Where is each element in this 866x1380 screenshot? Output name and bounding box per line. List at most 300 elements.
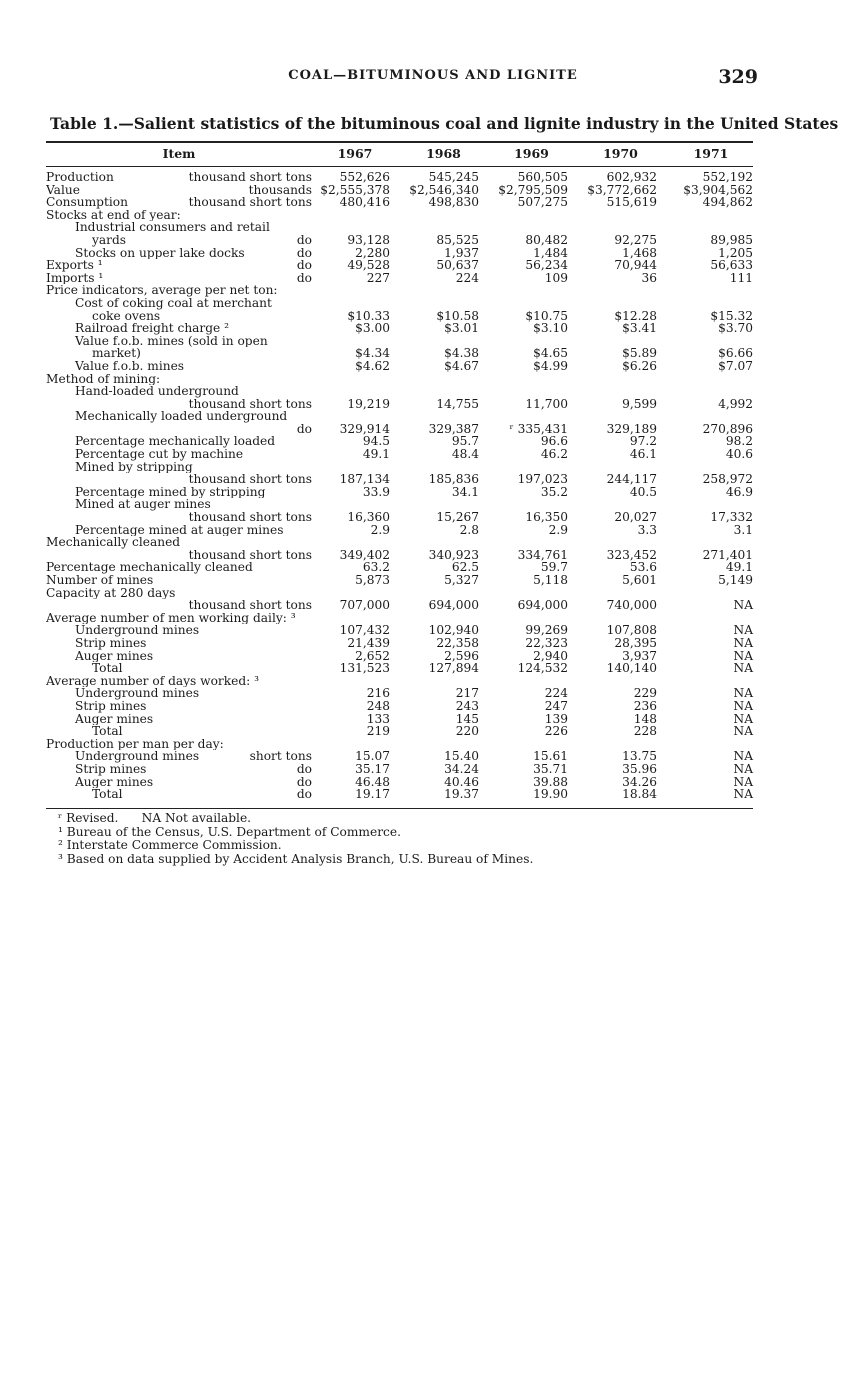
cell-1970: 323,452 <box>606 547 657 562</box>
row-unit: do <box>296 259 312 272</box>
row-label <box>46 398 312 411</box>
cell-1970: 13.75 <box>622 749 657 764</box>
cell-1970: 9,599 <box>622 396 657 411</box>
row-label-text: Method of mining: <box>46 372 161 386</box>
cell-1970: 1,468 <box>622 245 657 260</box>
table-row <box>0 662 866 675</box>
row-unit: do <box>296 233 312 247</box>
cell-1967: 131,523 <box>339 661 390 676</box>
row-label-text: Consumption <box>46 196 128 209</box>
cell-1969: $2,795,509 <box>498 182 568 197</box>
row-label <box>46 687 312 700</box>
header-bottom-rule <box>46 166 753 167</box>
cell-1970: 70,944 <box>614 258 657 273</box>
table-row <box>0 637 866 650</box>
row-label-text: Value <box>46 183 80 197</box>
row-label-text: Strip mines <box>75 762 147 776</box>
cell-1967: 16,360 <box>347 510 390 525</box>
row-label <box>46 196 312 209</box>
row-label <box>46 536 312 549</box>
cell-1970: 97.2 <box>629 434 657 449</box>
cell-1969: 19.90 <box>533 787 568 802</box>
cell-1970: $6.26 <box>622 358 657 373</box>
row-label <box>46 624 312 637</box>
cell-1967: 49.1 <box>362 447 390 462</box>
row-label-text: Imports ¹ <box>46 271 104 285</box>
cell-1971: NA <box>733 686 753 701</box>
row-label <box>46 612 312 625</box>
cell-1968: 19.37 <box>444 787 479 802</box>
row-label <box>46 725 312 738</box>
row-label <box>46 587 312 600</box>
row-label <box>46 662 312 675</box>
row-label <box>46 272 312 285</box>
cell-1967: 480,416 <box>339 195 390 210</box>
footnote-3: ³ Based on data supplied by Accident Analysis Branch, U.S. Bureau of Mines. <box>58 851 534 866</box>
cell-1971: 271,401 <box>702 547 753 562</box>
cell-1968: 2,596 <box>444 648 479 663</box>
row-unit: do <box>296 271 312 285</box>
row-label-text: Auger mines <box>75 775 154 789</box>
cell-1968: 15.40 <box>444 749 479 764</box>
cell-1968: 22,358 <box>436 635 479 650</box>
cell-1967: 5,873 <box>355 573 390 587</box>
cell-1970: 148 <box>633 711 657 726</box>
cell-1970: 46.1 <box>629 447 657 462</box>
cell-1969: 1,484 <box>533 245 568 260</box>
cell-1969: 16,350 <box>525 510 568 525</box>
cell-1969: 560,505 <box>517 170 568 184</box>
cell-1970: 34.26 <box>622 774 657 789</box>
cell-1971: NA <box>733 661 753 676</box>
row-label-text: Hand-loaded underground <box>75 385 239 398</box>
row-label <box>46 486 312 499</box>
cell-1971: 258,972 <box>702 472 753 487</box>
footnote-revised: ʳ Revised. NA Not available. <box>58 811 252 825</box>
cell-1967: 15.07 <box>355 749 390 764</box>
row-label-text: Exports ¹ <box>46 259 103 272</box>
cell-1968: 2.8 <box>459 522 479 537</box>
cell-1969: 507,275 <box>517 195 568 210</box>
table-top-rule <box>46 141 753 143</box>
cell-1970: 5,601 <box>622 573 657 587</box>
cell-1970: 28,395 <box>614 635 657 650</box>
cell-1967: 35.17 <box>355 761 390 776</box>
row-label <box>46 763 312 776</box>
cell-1967: $4.62 <box>355 358 390 373</box>
row-label <box>46 524 312 537</box>
row-label-text: Percentage cut by machine <box>75 448 244 461</box>
cell-1968: 185,836 <box>428 472 479 487</box>
row-unit: do <box>296 246 312 260</box>
table-row <box>0 536 866 549</box>
cell-1968: $4.38 <box>444 346 479 361</box>
cell-1968: 1,937 <box>444 245 479 260</box>
cell-1969: 247 <box>544 698 568 713</box>
cell-1968: 127,894 <box>428 661 479 676</box>
row-label <box>46 776 312 789</box>
table-row <box>0 209 866 222</box>
cell-1971: NA <box>733 648 753 663</box>
cell-1971: 5,149 <box>718 573 753 587</box>
row-unit: thousands <box>248 183 312 197</box>
row-label-text: Stocks at end of year: <box>46 208 181 222</box>
row-unit: thousand short tons <box>188 171 312 184</box>
cell-1970: 92,275 <box>614 232 657 247</box>
cell-1968: 85,525 <box>436 232 479 247</box>
cell-1971: NA <box>733 774 753 789</box>
cell-1970: 18.84 <box>622 787 657 802</box>
table-title: Table 1.—Salient statistics of the bituminous coal and lignite industry in the United States <box>50 114 839 133</box>
cell-1971: 46.9 <box>725 484 753 499</box>
cell-1970: 515,619 <box>606 195 657 210</box>
column-header-item: Item <box>162 146 196 161</box>
table-row <box>0 599 866 612</box>
cell-1970: 140,140 <box>606 661 657 676</box>
cell-1971: 89,985 <box>710 232 753 247</box>
cell-1969: 224 <box>544 686 568 701</box>
table-row <box>0 524 866 537</box>
cell-1969: 96.6 <box>540 434 568 449</box>
cell-1971: 98.2 <box>725 434 753 449</box>
table-row <box>0 788 866 801</box>
column-header-1967: 1967 <box>337 146 373 161</box>
cell-1970: 36 <box>641 270 657 285</box>
cell-1970: 236 <box>633 698 657 713</box>
cell-1967: 46.48 <box>355 774 390 789</box>
cell-1969: $10.75 <box>525 308 568 323</box>
row-label <box>46 410 312 423</box>
cell-1967: 19.17 <box>355 787 390 802</box>
cell-1968: $4.67 <box>444 358 479 373</box>
row-label-text: Stocks on upper lake docks <box>75 246 245 260</box>
cell-1968: 34.1 <box>451 484 479 499</box>
cell-1969: 197,023 <box>517 472 568 487</box>
cell-1968: $3.01 <box>444 321 479 336</box>
row-label <box>46 561 312 574</box>
row-label <box>46 637 312 650</box>
cell-1968: 340,923 <box>428 547 479 562</box>
cell-1969: 15.61 <box>533 749 568 764</box>
cell-1970: 3.3 <box>637 522 657 537</box>
cell-1967: 2.9 <box>370 522 390 537</box>
cell-1970: $5.89 <box>622 346 657 361</box>
row-unit: thousand short tons <box>188 196 312 209</box>
cell-1971: NA <box>733 598 753 613</box>
cell-1971: $3.70 <box>718 321 753 336</box>
table-row <box>0 448 866 461</box>
cell-1968: 48.4 <box>451 447 479 462</box>
cell-1969: 99,269 <box>525 623 568 638</box>
page-number: 329 <box>718 66 758 88</box>
running-head: COAL—BITUMINOUS AND LIGNITE <box>288 68 578 83</box>
table-row <box>0 398 866 411</box>
cell-1969: 226 <box>544 724 568 739</box>
table-row <box>0 511 866 524</box>
row-label <box>46 385 312 398</box>
row-label-text: Production per man per day: <box>46 737 224 751</box>
row-label-text: Strip mines <box>75 699 147 713</box>
table-row <box>0 322 866 335</box>
table-row <box>0 171 866 184</box>
cell-1967: 19,219 <box>347 396 390 411</box>
cell-1970: 107,808 <box>606 623 657 638</box>
cell-1967: 707,000 <box>339 598 390 613</box>
cell-1969: $4.99 <box>533 358 568 373</box>
row-label-text: Auger mines <box>75 649 154 663</box>
cell-1967: 63.2 <box>362 560 390 575</box>
table-row <box>0 196 866 209</box>
cell-1971: 270,896 <box>702 421 753 436</box>
cell-1969: 35.71 <box>533 761 568 776</box>
cell-1967: 329,914 <box>339 421 390 436</box>
row-label-text: Price indicators, average per net ton: <box>46 284 278 297</box>
row-label-text: Percentage mechanically cleaned <box>46 561 253 574</box>
cell-1970: 229 <box>633 686 657 701</box>
cell-1971: 56,633 <box>710 258 753 273</box>
cell-1969: 59.7 <box>540 560 568 575</box>
cell-1968: 14,755 <box>436 396 479 411</box>
cell-1969: 35.2 <box>540 484 568 499</box>
row-label <box>46 713 312 726</box>
row-label <box>46 209 312 222</box>
row-label-text: Total <box>92 788 123 801</box>
table-row <box>0 297 866 310</box>
table-row <box>0 234 866 247</box>
row-label-text: Number of mines <box>46 574 154 587</box>
row-label <box>46 310 312 323</box>
table-row <box>0 763 866 776</box>
row-label <box>46 221 312 234</box>
row-label <box>46 750 312 763</box>
cell-1967: 349,402 <box>339 547 390 562</box>
cell-1968: 545,245 <box>428 170 479 184</box>
row-label-text: Underground mines <box>75 750 200 763</box>
cell-1969: 11,700 <box>525 396 568 411</box>
cell-1968: 5,327 <box>444 573 479 587</box>
cell-1968: 694,000 <box>428 598 479 613</box>
row-unit: do <box>296 775 312 789</box>
row-label <box>46 184 312 197</box>
cell-1967: 2,280 <box>355 245 390 260</box>
cell-1968: 220 <box>455 724 479 739</box>
table-row <box>0 473 866 486</box>
cell-1970: 3,937 <box>622 648 657 663</box>
cell-1971: $7.07 <box>718 358 753 373</box>
cell-1971: NA <box>733 761 753 776</box>
row-label-text: Average number of days worked: ³ <box>46 674 260 688</box>
row-label <box>46 297 312 310</box>
table-row <box>0 574 866 587</box>
row-label-text: Industrial consumers and retail <box>75 221 270 234</box>
row-label-text: Value f.o.b. mines <box>75 359 185 373</box>
row-label-text: Total <box>92 725 123 738</box>
cell-1969: 39.88 <box>533 774 568 789</box>
row-unit: thousand short tons <box>188 473 312 486</box>
row-label-text: coke ovens <box>92 309 161 323</box>
row-label <box>46 599 312 612</box>
cell-1967: $10.33 <box>347 308 390 323</box>
cell-1971: NA <box>733 787 753 802</box>
cell-1970: 20,027 <box>614 510 657 525</box>
cell-1969: $4.65 <box>533 346 568 361</box>
table-row <box>0 373 866 386</box>
row-label-text: Underground mines <box>75 624 200 637</box>
cell-1969: 5,118 <box>533 573 568 587</box>
cell-1971: 552,192 <box>702 170 753 184</box>
row-label <box>46 347 312 360</box>
cell-1971: 3.1 <box>733 522 753 537</box>
row-label <box>46 284 312 297</box>
cell-1969: 334,761 <box>517 547 568 562</box>
row-label-text: Strip mines <box>75 636 147 650</box>
row-label <box>46 473 312 486</box>
cell-1970: $12.28 <box>614 308 657 323</box>
cell-1968: 102,940 <box>428 623 479 638</box>
cell-1970: $3.41 <box>622 321 657 336</box>
table-bottom-rule <box>46 808 753 809</box>
row-label <box>46 259 312 272</box>
table-body <box>0 171 866 801</box>
column-header-1968: 1968 <box>426 146 461 161</box>
cell-1970: 228 <box>633 724 657 739</box>
cell-1967: $3.00 <box>355 321 390 336</box>
cell-1969: 2.9 <box>548 522 568 537</box>
cell-1971: 17,332 <box>710 510 753 525</box>
cell-1967: 107,432 <box>339 623 390 638</box>
cell-1967: 2,652 <box>355 648 390 663</box>
row-label-text: Capacity at 280 days <box>46 586 176 600</box>
row-label-text: Auger mines <box>75 712 154 726</box>
row-label-text: Percentage mined at auger mines <box>75 523 284 537</box>
cell-1968: $2,546,340 <box>409 182 479 197</box>
table-row <box>0 360 866 373</box>
footnote-1: ¹ Bureau of the Census, U.S. Department of Commerce. <box>58 824 401 839</box>
row-label <box>46 360 312 373</box>
cell-1971: NA <box>733 749 753 764</box>
cell-1971: NA <box>733 698 753 713</box>
cell-1967: 33.9 <box>362 484 390 499</box>
row-label-text: Underground mines <box>75 687 200 700</box>
cell-1968: 145 <box>455 711 479 726</box>
cell-1967: 93,128 <box>347 232 390 247</box>
row-label <box>46 423 312 436</box>
column-header-1971: 1971 <box>693 146 729 161</box>
cell-1971: 49.1 <box>725 560 753 575</box>
cell-1968: 224 <box>455 270 479 285</box>
cell-1970: 329,189 <box>606 421 657 436</box>
row-label <box>46 700 312 713</box>
row-label <box>46 498 312 511</box>
table-row <box>0 486 866 499</box>
row-label-text: Production <box>46 171 114 184</box>
table-row <box>0 259 866 272</box>
cell-1968: 34.24 <box>444 761 479 776</box>
row-label-text: market) <box>92 347 141 360</box>
cell-1967: 219 <box>366 724 390 739</box>
row-label <box>46 234 312 247</box>
row-label-text: Percentage mechanically loaded <box>75 435 276 449</box>
row-label-text: Average number of men working daily: ³ <box>46 611 296 625</box>
cell-1969: 139 <box>544 711 568 726</box>
cell-1969: 46.2 <box>540 447 568 462</box>
row-label <box>46 335 312 348</box>
cell-1969: $3.10 <box>533 321 568 336</box>
table-row <box>0 284 866 297</box>
row-label-text: Cost of coking coal at merchant <box>75 296 272 310</box>
table-row <box>0 385 866 398</box>
cell-1968: 50,637 <box>436 258 479 273</box>
row-label <box>46 549 312 562</box>
cell-1969: 694,000 <box>517 598 568 613</box>
cell-1970: 53.6 <box>629 560 657 575</box>
cell-1968: 243 <box>455 698 479 713</box>
cell-1971: 111 <box>729 270 753 285</box>
cell-1971: $6.66 <box>718 346 753 361</box>
cell-1967: 49,528 <box>347 258 390 273</box>
cell-1971: NA <box>733 623 753 638</box>
cell-1968: 329,387 <box>428 421 479 436</box>
row-label <box>46 247 312 260</box>
cell-1969: ʳ 335,431 <box>509 421 568 436</box>
cell-1971: 40.6 <box>725 447 753 462</box>
row-unit: thousand short tons <box>188 511 312 524</box>
cell-1967: 133 <box>366 711 390 726</box>
row-unit: do <box>296 422 312 436</box>
column-header-1969: 1969 <box>514 146 549 161</box>
cell-1969: 124,532 <box>517 661 568 676</box>
row-unit: thousand short tons <box>188 548 312 562</box>
cell-1968: 40.46 <box>444 774 479 789</box>
cell-1971: 4,992 <box>718 396 753 411</box>
row-label-text: Total <box>92 662 123 675</box>
cell-1967: 227 <box>366 270 390 285</box>
row-label <box>46 675 312 688</box>
row-label-text: yards <box>92 233 127 247</box>
cell-1971: NA <box>733 635 753 650</box>
row-label <box>46 322 312 335</box>
row-label <box>46 461 312 474</box>
cell-1968: 95.7 <box>451 434 479 449</box>
table-row <box>0 700 866 713</box>
row-label-text: Mined at auger mines <box>75 498 211 512</box>
cell-1968: $10.58 <box>436 308 479 323</box>
row-label-text: Mechanically loaded underground <box>75 410 288 423</box>
cell-1969: 109 <box>544 270 568 285</box>
cell-1967: 94.5 <box>362 434 390 449</box>
column-header-1970: 1970 <box>603 146 638 161</box>
cell-1967: 216 <box>366 686 390 701</box>
row-label <box>46 511 312 524</box>
cell-1968: 217 <box>455 686 479 701</box>
cell-1967: $4.34 <box>355 346 390 361</box>
row-label <box>46 788 312 801</box>
row-label-text: Value f.o.b. mines (sold in open <box>75 334 268 348</box>
cell-1967: 187,134 <box>339 472 390 487</box>
cell-1970: $3,772,662 <box>587 182 657 197</box>
row-label <box>46 650 312 663</box>
row-label-text: Percentage mined by stripping <box>75 485 266 499</box>
cell-1971: $3,904,562 <box>683 182 753 197</box>
cell-1971: 1,205 <box>718 245 753 260</box>
cell-1969: 22,323 <box>525 635 568 650</box>
row-label <box>46 373 312 386</box>
row-label <box>46 738 312 751</box>
cell-1970: 40.5 <box>629 484 657 499</box>
cell-1971: 494,862 <box>702 195 753 210</box>
footnote-2: ² Interstate Commerce Commission. <box>58 838 282 852</box>
cell-1969: 56,234 <box>525 258 568 273</box>
